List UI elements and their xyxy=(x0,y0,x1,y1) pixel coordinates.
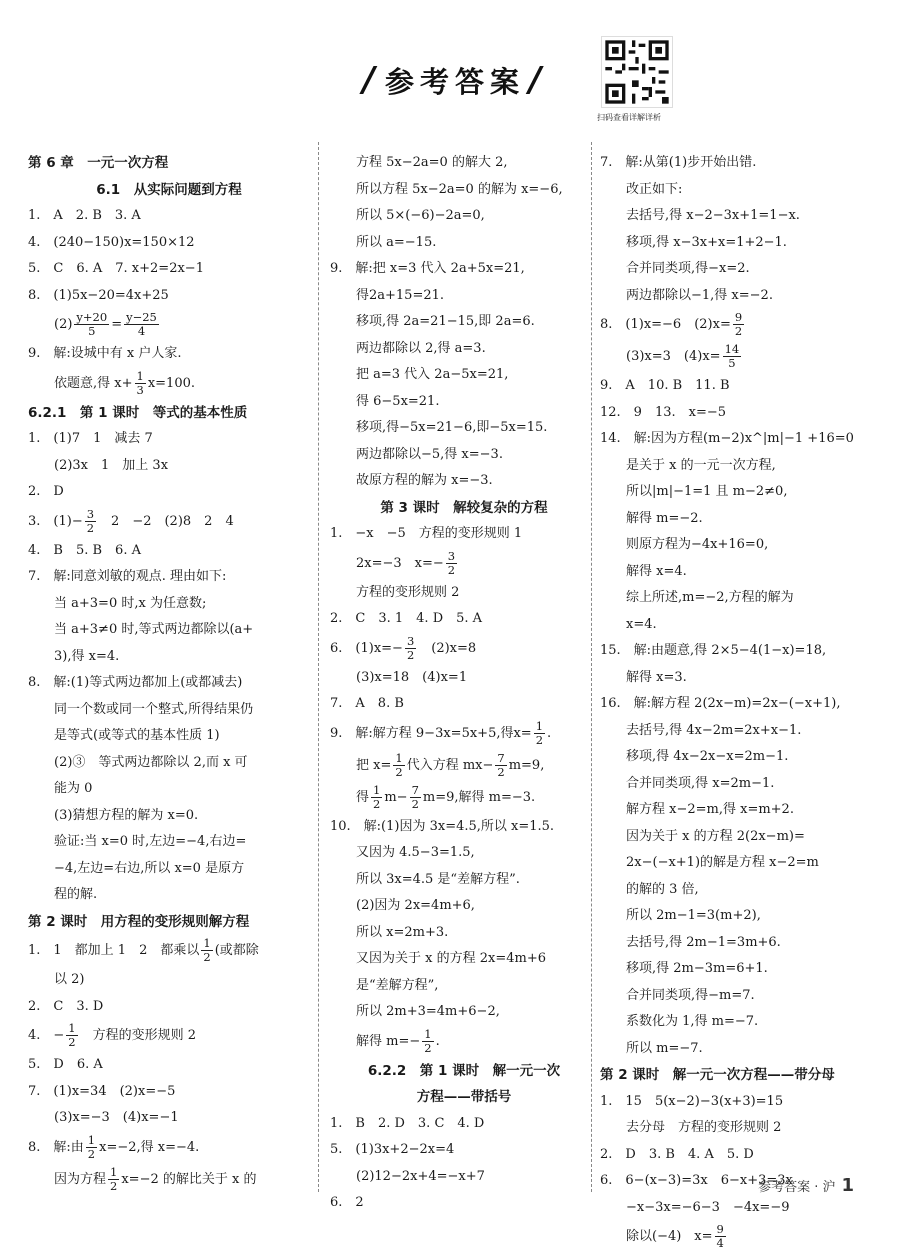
answer-line xyxy=(28,309,310,341)
answer-line: 验证:当 x=0 时,左边=−4,右边= xyxy=(28,834,247,849)
answer-text: (3)x=3 (4)x= xyxy=(600,349,721,364)
answer-line: (2)因为 2x=4m+6, xyxy=(330,898,475,913)
answer-line: −x−3x=−6−3 −4x=−9 xyxy=(600,1199,790,1215)
fraction-denominator: 5 xyxy=(728,356,736,370)
answer-line xyxy=(330,750,598,782)
answer-line xyxy=(600,1221,872,1253)
section-heading: 第 2 课时 用方程的变形规则解方程 xyxy=(28,913,250,930)
answer-line xyxy=(28,1020,310,1052)
answer-line: 当 a+3≠0 时,等式两边都除以(a+ xyxy=(28,622,254,637)
column-divider-1 xyxy=(318,142,319,1192)
answer-column-middle xyxy=(330,150,598,1217)
fraction xyxy=(135,370,146,397)
answer-column-right xyxy=(600,150,872,1253)
fraction-denominator: 2 xyxy=(734,324,743,338)
answer-line: 6. 2 xyxy=(330,1195,364,1210)
answer-text: 9. 解:解方程 9−3x=5x+5,得x= xyxy=(330,725,532,741)
answer-text: = xyxy=(111,317,123,332)
answer-text: 把 x= xyxy=(330,757,392,773)
answer-line xyxy=(28,506,310,538)
answer-line: 合并同类项,得−x=2. xyxy=(600,261,750,276)
answer-text: 代入方程 mx− xyxy=(406,757,494,773)
answer-text: m=9, xyxy=(508,757,545,773)
fraction-denominator: 2 xyxy=(447,562,456,577)
fraction-denominator: 2 xyxy=(110,1178,118,1193)
answer-text: 除以(−4) x= xyxy=(600,1229,713,1244)
fraction-numerator: 3 xyxy=(447,548,456,563)
answer-line: −4,左边=右边,所以 x=0 是原方 xyxy=(28,860,245,876)
fraction xyxy=(410,784,421,811)
answer-line: 9. A 10. B 11. B xyxy=(600,378,730,393)
section-heading: 6.2.1 第 1 课时 等式的基本性质 xyxy=(28,404,248,421)
answer-line: 2x−(−x+1)的解是方程 x−2=m xyxy=(600,855,819,870)
fraction xyxy=(108,1166,119,1193)
section-heading: 第 3 课时 解较复杂的方程 xyxy=(380,499,548,516)
fraction-numerator: 7 xyxy=(497,750,505,765)
fraction xyxy=(393,752,404,779)
fraction-denominator: 2 xyxy=(373,796,381,811)
answer-line: 当 a+3=0 时,x 为任意数; xyxy=(28,595,207,611)
answer-column-left xyxy=(28,150,310,1196)
fraction-numerator: 1 xyxy=(373,782,381,797)
answer-line: 所以方程 5x−2a=0 的解为 x=−6, xyxy=(330,181,563,197)
fraction-numerator: 14 xyxy=(724,342,740,356)
fraction-denominator: 2 xyxy=(424,1040,432,1055)
answer-line xyxy=(28,935,310,967)
answer-line: 8. 解:(1)等式两边都加上(或都减去) xyxy=(28,675,243,690)
fraction-denominator: 2 xyxy=(497,764,505,779)
answer-line: 去括号,得 x−2−3x+1=1−x. xyxy=(600,208,800,223)
answer-line: 所以 x=2m+3. xyxy=(330,924,449,940)
answer-line: (3)猜想方程的解为 x=0. xyxy=(28,807,199,823)
answer-line: 所以 a=−15. xyxy=(330,234,437,250)
answer-line: 移项,得 2a=21−15,即 2a=6. xyxy=(330,314,535,329)
answer-line xyxy=(330,548,598,580)
answer-line xyxy=(28,1164,310,1196)
answer-line: 系数化为 1,得 m=−7. xyxy=(600,1014,759,1029)
answer-line: 7. (1)x=34 (2)x=−5 xyxy=(28,1083,176,1099)
answer-line: 7. A 8. B xyxy=(330,696,404,711)
fraction-denominator: 2 xyxy=(87,1146,96,1161)
answer-line: 15. 解:由题意,得 2×5−4(1−x)=18, xyxy=(600,643,827,658)
footer-label: 参考答案 · 沪 xyxy=(758,1180,836,1195)
qr-code-icon[interactable] xyxy=(601,36,673,108)
answer-line: 所以 2m+3=4m+6−2, xyxy=(330,1004,500,1019)
fraction-numerator: 9 xyxy=(734,310,743,324)
fraction-numerator: 7 xyxy=(411,782,419,797)
fraction-denominator: 3 xyxy=(136,382,144,397)
fraction-numerator: 1 xyxy=(110,1164,118,1179)
fraction-numerator: y−25 xyxy=(126,310,157,324)
answer-text: m=9,解得 m=−3. xyxy=(422,789,536,805)
answer-text: x=100. xyxy=(147,375,195,391)
page-number: 1 xyxy=(841,1175,854,1196)
answer-line: 是“差解方程”, xyxy=(330,977,439,993)
answer-line: 得 6−5x=21. xyxy=(330,393,440,409)
fraction-denominator: 5 xyxy=(88,324,96,338)
answer-line: 10. 解:(1)因为 3x=4.5,所以 x=1.5. xyxy=(330,818,555,834)
answer-line: 所以 m=−7. xyxy=(600,1040,703,1056)
fraction-denominator: 2 xyxy=(203,950,211,964)
section-heading: 方程——带括号 xyxy=(416,1089,512,1105)
answer-line: 移项,得 4x−2x−x=2m−1. xyxy=(600,749,789,764)
answer-line: 去括号,得 2m−1=3m+6. xyxy=(600,934,781,950)
page-title xyxy=(345,55,565,105)
fraction-numerator: 1 xyxy=(203,936,211,950)
answer-line: 去括号,得 4x−2m=2x+x−1. xyxy=(600,722,802,738)
answer-line: 移项,得 2m−3m=6+1. xyxy=(600,961,768,976)
fraction-numerator: 3 xyxy=(86,506,95,521)
answer-line: 两边都除以−5,得 x=−3. xyxy=(330,446,503,462)
answer-text: 8. 解:由 xyxy=(28,1139,84,1155)
answer-line: 改正如下: xyxy=(600,181,683,197)
fraction-numerator: 3 xyxy=(406,633,415,648)
answer-text: (或都除 xyxy=(214,943,259,958)
answer-line: 所以 2m−1=3(m+2), xyxy=(600,908,761,923)
answer-line: 故原方程的解为 x=−3. xyxy=(330,473,493,488)
answer-text: (2)x=8 xyxy=(418,640,477,656)
answer-line: 3),得 x=4. xyxy=(28,648,120,664)
fraction-numerator: 1 xyxy=(395,750,403,765)
fraction xyxy=(446,550,457,577)
answer-line: 所以 3x=4.5 是“差解方程”. xyxy=(330,871,520,887)
answer-line: 2. C 3. D xyxy=(28,998,104,1014)
answer-line xyxy=(330,718,598,750)
fraction-denominator: 2 xyxy=(86,520,95,535)
answer-line: 5. C 6. A 7. x+2=2x−1 xyxy=(28,261,204,276)
fraction-denominator: 4 xyxy=(137,324,146,338)
answer-line: 4. B 5. B 6. A xyxy=(28,542,141,558)
answer-line: 解得 x=3. xyxy=(600,669,687,685)
answer-line: 合并同类项,得−m=7. xyxy=(600,987,755,1003)
answer-text: 3. (1)− xyxy=(28,513,83,529)
answer-line: 是等式(或等式的基本性质 1) xyxy=(28,728,220,743)
answer-line xyxy=(28,368,310,400)
fraction-numerator: 1 xyxy=(424,1026,432,1041)
answer-line: 12. 9 13. x=−5 xyxy=(600,404,727,420)
answer-line: 则原方程为−4x+16=0, xyxy=(600,537,769,552)
answer-line: 所以 5×(−6)−2a=0, xyxy=(330,208,485,223)
answer-text: 方程的变形规则 2 xyxy=(79,1028,197,1043)
page-footer xyxy=(758,1175,854,1196)
answer-line: (2)12−2x+4=−x+7 xyxy=(330,1168,485,1184)
title-slash-left: / xyxy=(362,60,381,100)
answer-line: 又因为 4.5−3=1.5, xyxy=(330,845,475,860)
fraction xyxy=(201,937,212,964)
fraction-denominator: 2 xyxy=(406,647,415,662)
answer-line: 1. 15 5(x−2)−3(x+3)=15 xyxy=(600,1093,784,1109)
fraction xyxy=(371,784,382,811)
answer-text: m− xyxy=(384,789,408,805)
answer-line xyxy=(600,309,872,341)
qr-caption: 扫码查看详解详析 xyxy=(597,113,661,122)
answer-text: 1. 1 都加上 1 2 都乘以 xyxy=(28,943,200,958)
answer-line xyxy=(330,1026,598,1058)
answer-line: 1. A 2. B 3. A xyxy=(28,208,141,223)
fraction xyxy=(74,311,109,338)
section-heading: 第 6 章 一元一次方程 xyxy=(28,155,169,171)
fraction xyxy=(723,343,742,370)
fraction-numerator: 9 xyxy=(716,1222,724,1236)
answer-text: 2x=−3 x=− xyxy=(330,555,444,571)
answer-text: 2 −2 (2)8 2 4 xyxy=(98,513,234,529)
answer-line: 因为关于 x 的方程 2(2x−m)= xyxy=(600,828,805,844)
answer-line: 16. 解:解方程 2(2x−m)=2x−(−x+1), xyxy=(600,696,841,711)
answer-line: (3)x=−3 (4)x=−1 xyxy=(28,1110,179,1125)
fraction-numerator: 1 xyxy=(136,368,144,383)
answer-line: 7. 解:从第(1)步开始出错. xyxy=(600,155,757,170)
answer-line: 合并同类项,得 x=2m−1. xyxy=(600,775,775,791)
fraction xyxy=(422,1028,433,1055)
answer-line: (2)③ 等式两边都除以 2,而 x 可 xyxy=(28,754,248,770)
answer-text: . xyxy=(435,1033,440,1049)
answer-line: 解得 m=−2. xyxy=(600,510,703,526)
fraction xyxy=(124,311,159,338)
answer-line: 方程的变形规则 2 xyxy=(330,584,460,600)
answer-line: 9. 解:把 x=3 代入 2a+5x=21, xyxy=(330,261,525,276)
answer-line: 把 a=3 代入 2a−5x=21, xyxy=(330,367,509,382)
answer-line: (3)x=18 (4)x=1 xyxy=(330,669,468,685)
answer-line: 综上所述,m=−2,方程的解为 xyxy=(600,590,794,605)
answer-line: 移项,得−5x=21−6,即−5x=15. xyxy=(330,420,548,435)
answer-text: 因为方程 xyxy=(28,1171,107,1187)
answer-line: 解得 x=4. xyxy=(600,563,687,579)
answer-line: 14. 解:因为方程(m−2)x^|m|−1 +16=0 xyxy=(600,431,854,446)
answer-line xyxy=(330,633,598,665)
answer-text: x=−2 的解比关于 x 的 xyxy=(121,1171,257,1187)
fraction-numerator: 1 xyxy=(87,1132,96,1147)
section-heading: 6.1 从实际问题到方程 xyxy=(96,181,242,198)
answer-text: . xyxy=(547,725,552,741)
answer-line: 的解的 3 倍, xyxy=(600,881,699,897)
answer-line: 是关于 x 的一元一次方程, xyxy=(600,457,776,473)
fraction xyxy=(495,752,506,779)
answer-line xyxy=(600,341,872,373)
answer-line: 1. −x −5 方程的变形规则 1 xyxy=(330,526,523,541)
answer-line: 方程 5x−2a=0 的解大 2, xyxy=(330,155,508,170)
fraction xyxy=(534,720,545,747)
answer-line: 得2a+15=21. xyxy=(330,287,445,303)
section-heading: 6.2.2 第 1 课时 解一元一次 xyxy=(367,1062,561,1079)
answer-line: 2. D xyxy=(28,484,64,499)
answer-line: 能为 0 xyxy=(28,781,93,796)
answer-line: 移项,得 x−3x+x=1+2−1. xyxy=(600,234,787,250)
fraction-denominator: 2 xyxy=(68,1035,76,1049)
fraction xyxy=(85,508,96,535)
answer-text: 6. (1)x=− xyxy=(330,640,403,656)
answer-line: 6. 6−(x−3)=3x 6−x+3=3x xyxy=(600,1173,793,1188)
answer-line: 去分母 方程的变形规则 2 xyxy=(600,1120,782,1135)
title-slash-right: / xyxy=(529,60,548,100)
answer-text: 8. (1)x=−6 (2)x= xyxy=(600,317,731,332)
fraction xyxy=(86,1134,97,1161)
fraction-denominator: 2 xyxy=(411,796,419,811)
answer-line: x=4. xyxy=(600,616,657,632)
fraction-denominator: 2 xyxy=(535,732,544,747)
answer-line: 2. D 3. B 4. A 5. D xyxy=(600,1146,754,1162)
answer-line: 5. D 6. A xyxy=(28,1057,103,1072)
answer-line: (2)3x 1 加上 3x xyxy=(28,457,169,473)
answer-text: x=−2,得 x=−4. xyxy=(99,1139,200,1155)
fraction-numerator: 1 xyxy=(68,1021,76,1035)
fraction xyxy=(715,1223,726,1250)
answer-line xyxy=(28,1132,310,1164)
answer-line: 以 2) xyxy=(28,972,85,987)
section-heading: 第 2 课时 解一元一次方程——带分母 xyxy=(600,1067,835,1083)
answer-line: 4. (240−150)x=150×12 xyxy=(28,234,195,250)
answer-line: 5. (1)3x+2−2x=4 xyxy=(330,1142,455,1157)
answer-line: 1. (1)7 1 减去 7 xyxy=(28,431,153,446)
answer-text: 4. − xyxy=(28,1028,65,1043)
answer-line: 又因为关于 x 的方程 2x=4m+6 xyxy=(330,951,546,966)
answer-text: (2) xyxy=(28,317,73,332)
answer-line: 同一个数或同一个整式,所得结果仍 xyxy=(28,701,254,717)
answer-line: 9. 解:设城中有 x 户人家. xyxy=(28,346,182,361)
answer-line: 8. (1)5x−20=4x+25 xyxy=(28,287,169,303)
fraction-denominator: 2 xyxy=(395,764,403,779)
answer-line: 两边都除以 2,得 a=3. xyxy=(330,340,486,356)
fraction-denominator: 4 xyxy=(716,1236,724,1250)
fraction xyxy=(66,1022,77,1049)
answer-line: 2. C 3. 1 4. D 5. A xyxy=(330,611,483,626)
answer-line: 程的解. xyxy=(28,887,98,902)
answer-line: 7. 解:同意刘敏的观点. 理由如下: xyxy=(28,569,227,584)
page-title-text: 参考答案 xyxy=(384,64,525,99)
answer-line: 两边都除以−1,得 x=−2. xyxy=(600,287,773,303)
answer-text: 得 xyxy=(330,789,370,805)
answer-line xyxy=(330,782,598,814)
fraction-numerator: y+20 xyxy=(76,310,108,324)
answer-line: 所以|m|−1=1 且 m−2≠0, xyxy=(600,484,788,499)
fraction xyxy=(733,311,744,338)
fraction xyxy=(405,635,416,662)
answer-line: 1. B 2. D 3. C 4. D xyxy=(330,1115,485,1131)
fraction-numerator: 1 xyxy=(535,718,544,733)
answer-text: 依题意,得 x+ xyxy=(28,375,133,391)
answer-text: 解得 m=− xyxy=(330,1033,421,1049)
answer-line: 解方程 x−2=m,得 x=m+2. xyxy=(600,802,794,817)
